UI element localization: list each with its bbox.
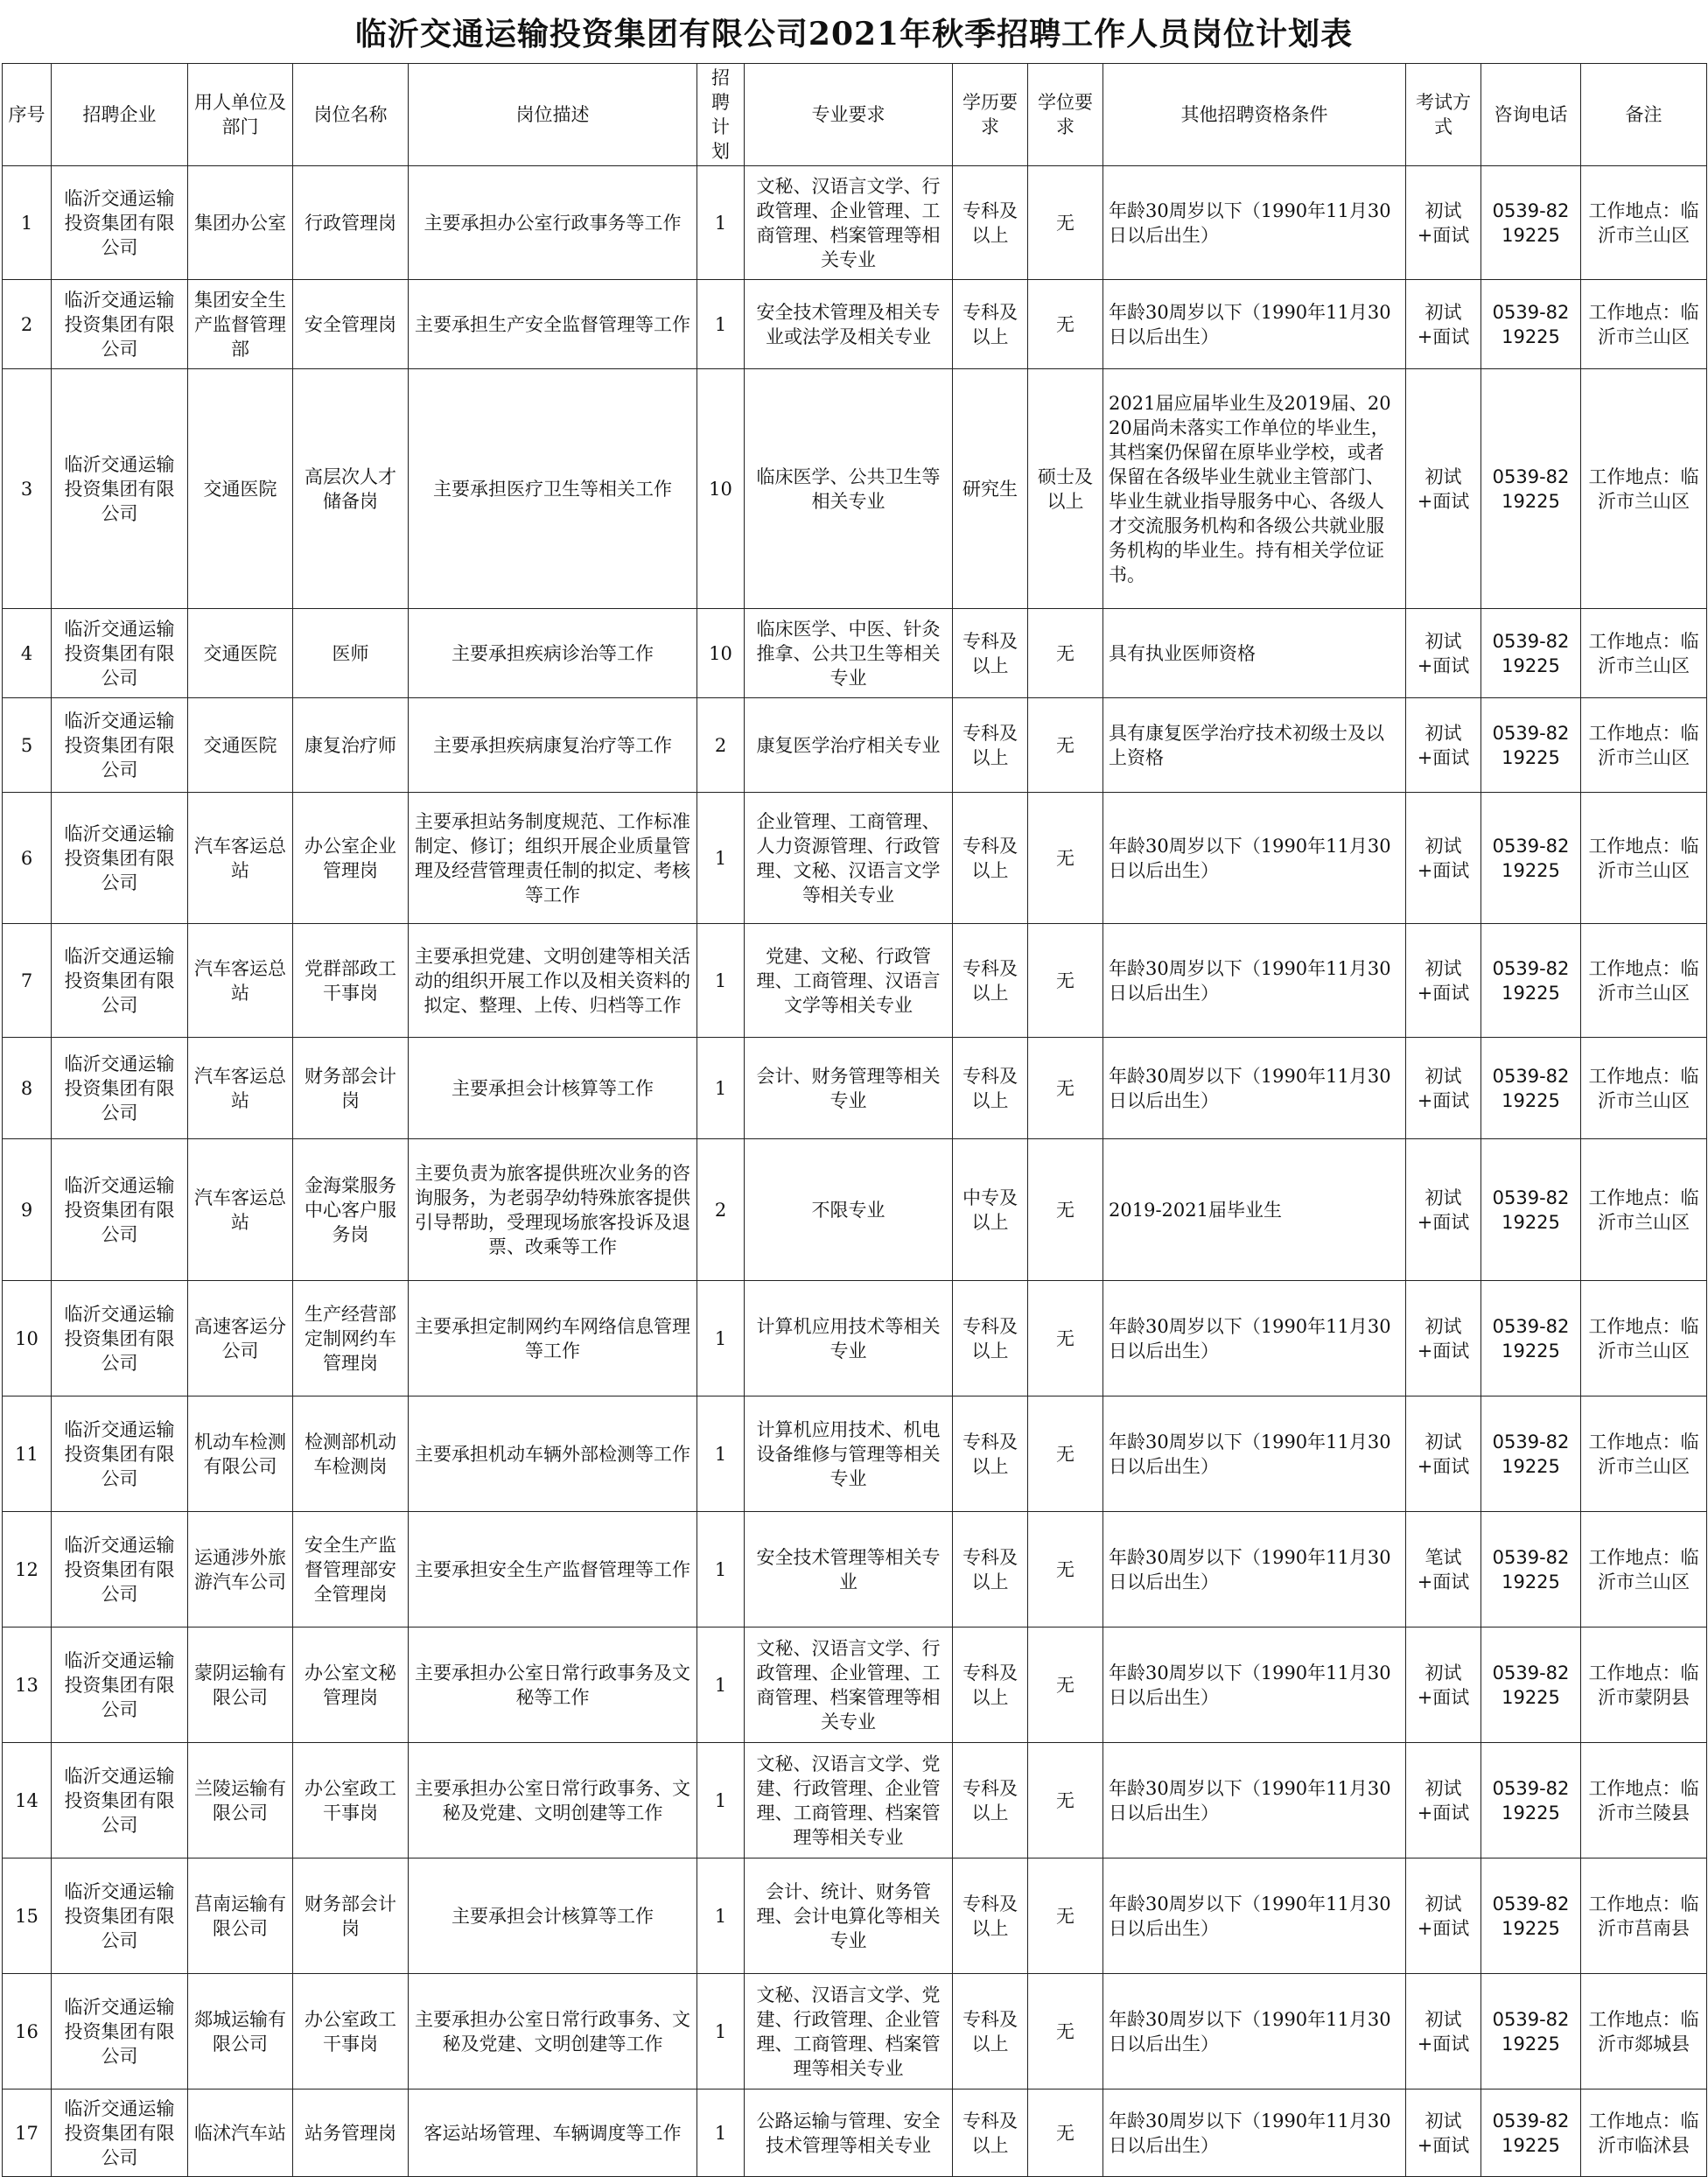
header-exam: 考试方式 xyxy=(1406,64,1481,166)
plan-cell: 1 xyxy=(697,1512,745,1628)
unit-cell: 机动车检测有限公司 xyxy=(188,1396,293,1512)
note-cell: 工作地点：临沂市兰山区 xyxy=(1581,698,1707,793)
recruitment-table xyxy=(2,63,1707,2177)
row-number: 1 xyxy=(3,166,52,280)
table-row xyxy=(3,793,1707,924)
unit-cell: 郯城运输有限公司 xyxy=(188,1974,293,2090)
company-cell: 临沂交通运输投资集团有限公司 xyxy=(52,1396,188,1512)
note-cell: 工作地点：临沂市兰山区 xyxy=(1581,924,1707,1038)
company-cell: 临沂交通运输投资集团有限公司 xyxy=(52,2090,188,2177)
company-cell: 临沂交通运输投资集团有限公司 xyxy=(52,369,188,609)
plan-cell: 1 xyxy=(697,2090,745,2177)
note-cell: 工作地点：临沂市兰山区 xyxy=(1581,369,1707,609)
major-cell: 安全技术管理等相关专业 xyxy=(745,1512,953,1628)
company-cell: 临沂交通运输投资集团有限公司 xyxy=(52,1281,188,1396)
degree-cell: 无 xyxy=(1028,1858,1103,1974)
unit-cell: 交通医院 xyxy=(188,369,293,609)
row-number: 7 xyxy=(3,924,52,1038)
description-cell: 主要承担党建、文明创建等相关活动的组织开展工作以及相关资料的拟定、整理、上传、归档等工作 xyxy=(409,924,697,1038)
exam-cell: 初试+面试 xyxy=(1406,280,1481,369)
education-cell: 专科及以上 xyxy=(953,1858,1028,1974)
row-number: 16 xyxy=(3,1974,52,2090)
education-cell: 专科及以上 xyxy=(953,1038,1028,1139)
phone-cell: 0539-8219225 xyxy=(1481,1628,1581,1743)
degree-cell: 无 xyxy=(1028,1281,1103,1396)
exam-cell: 初试+面试 xyxy=(1406,924,1481,1038)
major-cell: 临床医学、中医、针灸推拿、公共卫生等相关专业 xyxy=(745,609,953,698)
unit-cell: 汽车客运总站 xyxy=(188,793,293,924)
plan-cell: 1 xyxy=(697,166,745,280)
table-row xyxy=(3,1974,1707,2090)
table-row xyxy=(3,609,1707,698)
plan-cell: 10 xyxy=(697,369,745,609)
table-row xyxy=(3,2090,1707,2177)
plan-cell: 2 xyxy=(697,1139,745,1281)
position-cell: 办公室企业管理岗 xyxy=(293,793,409,924)
description-cell: 主要承担疾病康复治疗等工作 xyxy=(409,698,697,793)
plan-cell: 10 xyxy=(697,609,745,698)
other-conditions-cell: 具有执业医师资格 xyxy=(1103,609,1406,698)
note-cell: 工作地点：临沂市兰山区 xyxy=(1581,1512,1707,1628)
education-cell: 专科及以上 xyxy=(953,166,1028,280)
table-row xyxy=(3,280,1707,369)
unit-cell: 蒙阴运输有限公司 xyxy=(188,1628,293,1743)
education-cell: 专科及以上 xyxy=(953,1974,1028,2090)
table-row xyxy=(3,1743,1707,1858)
description-cell: 主要承担机动车辆外部检测等工作 xyxy=(409,1396,697,1512)
unit-cell: 临沭汽车站 xyxy=(188,2090,293,2177)
company-cell: 临沂交通运输投资集团有限公司 xyxy=(52,1628,188,1743)
phone-cell: 0539-8219225 xyxy=(1481,609,1581,698)
position-cell: 办公室政工干事岗 xyxy=(293,1974,409,2090)
major-cell: 会计、财务管理等相关专业 xyxy=(745,1038,953,1139)
unit-cell: 汽车客运总站 xyxy=(188,924,293,1038)
row-number: 4 xyxy=(3,609,52,698)
position-cell: 办公室文秘管理岗 xyxy=(293,1628,409,1743)
header-major: 专业要求 xyxy=(745,64,953,166)
other-conditions-cell: 年龄30周岁以下（1990年11月30日以后出生） xyxy=(1103,166,1406,280)
education-cell: 专科及以上 xyxy=(953,698,1028,793)
description-cell: 主要承担会计核算等工作 xyxy=(409,1858,697,1974)
unit-cell: 运通涉外旅游汽车公司 xyxy=(188,1512,293,1628)
other-conditions-cell: 年龄30周岁以下（1990年11月30日以后出生） xyxy=(1103,793,1406,924)
phone-cell: 0539-8219225 xyxy=(1481,1743,1581,1858)
plan-cell: 1 xyxy=(697,1281,745,1396)
row-number: 10 xyxy=(3,1281,52,1396)
exam-cell: 初试+面试 xyxy=(1406,1139,1481,1281)
note-cell: 工作地点：临沂市兰山区 xyxy=(1581,793,1707,924)
description-cell: 主要承担办公室日常行政事务及文秘等工作 xyxy=(409,1628,697,1743)
major-cell: 文秘、汉语言文学、党建、行政管理、企业管理、工商管理、档案管理等相关专业 xyxy=(745,1743,953,1858)
phone-cell: 0539-8219225 xyxy=(1481,166,1581,280)
major-cell: 会计、统计、财务管理、会计电算化等相关专业 xyxy=(745,1858,953,1974)
position-cell: 金海棠服务中心客户服务岗 xyxy=(293,1139,409,1281)
other-conditions-cell: 年龄30周岁以下（1990年11月30日以后出生） xyxy=(1103,1512,1406,1628)
exam-cell: 笔试+面试 xyxy=(1406,1512,1481,1628)
degree-cell: 无 xyxy=(1028,166,1103,280)
company-cell: 临沂交通运输投资集团有限公司 xyxy=(52,1512,188,1628)
degree-cell: 无 xyxy=(1028,280,1103,369)
header-unit: 用人单位及部门 xyxy=(188,64,293,166)
header-no: 序号 xyxy=(3,64,52,166)
description-cell: 主要承担会计核算等工作 xyxy=(409,1038,697,1139)
header-degree: 学位要求 xyxy=(1028,64,1103,166)
plan-cell: 1 xyxy=(697,793,745,924)
company-cell: 临沂交通运输投资集团有限公司 xyxy=(52,1139,188,1281)
phone-cell: 0539-8219225 xyxy=(1481,1396,1581,1512)
major-cell: 安全技术管理及相关专业或法学及相关专业 xyxy=(745,280,953,369)
header-phone: 咨询电话 xyxy=(1481,64,1581,166)
note-cell: 工作地点：临沂市兰山区 xyxy=(1581,1038,1707,1139)
table-row xyxy=(3,698,1707,793)
company-cell: 临沂交通运输投资集团有限公司 xyxy=(52,1743,188,1858)
table-row xyxy=(3,166,1707,280)
major-cell: 企业管理、工商管理、人力资源管理、行政管理、文秘、汉语言文学等相关专业 xyxy=(745,793,953,924)
education-cell: 专科及以上 xyxy=(953,1628,1028,1743)
row-number: 15 xyxy=(3,1858,52,1974)
education-cell: 专科及以上 xyxy=(953,280,1028,369)
exam-cell: 初试+面试 xyxy=(1406,1396,1481,1512)
major-cell: 康复医学治疗相关专业 xyxy=(745,698,953,793)
exam-cell: 初试+面试 xyxy=(1406,1281,1481,1396)
plan-cell: 1 xyxy=(697,1396,745,1512)
position-cell: 办公室政工干事岗 xyxy=(293,1743,409,1858)
other-conditions-cell: 年龄30周岁以下（1990年11月30日以后出生） xyxy=(1103,280,1406,369)
description-cell: 主要承担办公室日常行政事务、文秘及党建、文明创建等工作 xyxy=(409,1743,697,1858)
description-cell: 客运站场管理、车辆调度等工作 xyxy=(409,2090,697,2177)
table-row xyxy=(3,1628,1707,1743)
table-row xyxy=(3,1281,1707,1396)
major-cell: 党建、文秘、行政管理、工商管理、汉语言文学等相关专业 xyxy=(745,924,953,1038)
unit-cell: 莒南运输有限公司 xyxy=(188,1858,293,1974)
degree-cell: 无 xyxy=(1028,1038,1103,1139)
degree-cell: 无 xyxy=(1028,1512,1103,1628)
exam-cell: 初试+面试 xyxy=(1406,1628,1481,1743)
phone-cell: 0539-8219225 xyxy=(1481,1038,1581,1139)
table-row xyxy=(3,1512,1707,1628)
other-conditions-cell: 2021届应届毕业生及2019届、2020届尚未落实工作单位的毕业生，其档案仍保留在原毕业学校，或者保留在各级毕业生就业主管部门、毕业生就业指导服务中心、各级人才交流服务机构和各级公共就业服务机构的毕业生。持有相关学位证书。 xyxy=(1103,369,1406,609)
table-row xyxy=(3,369,1707,609)
plan-cell: 1 xyxy=(697,1858,745,1974)
exam-cell: 初试+面试 xyxy=(1406,1858,1481,1974)
note-cell: 工作地点：临沂市兰山区 xyxy=(1581,1281,1707,1396)
description-cell: 主要承担定制网约车网络信息管理等工作 xyxy=(409,1281,697,1396)
note-cell: 工作地点：临沂市蒙阴县 xyxy=(1581,1628,1707,1743)
exam-cell: 初试+面试 xyxy=(1406,609,1481,698)
other-conditions-cell: 年龄30周岁以下（1990年11月30日以后出生） xyxy=(1103,924,1406,1038)
exam-cell: 初试+面试 xyxy=(1406,1743,1481,1858)
position-cell: 党群部政工干事岗 xyxy=(293,924,409,1038)
unit-cell: 汽车客运总站 xyxy=(188,1139,293,1281)
header-row xyxy=(3,64,1707,166)
row-number: 5 xyxy=(3,698,52,793)
row-number: 11 xyxy=(3,1396,52,1512)
position-cell: 检测部机动车检测岗 xyxy=(293,1396,409,1512)
description-cell: 主要承担办公室行政事务等工作 xyxy=(409,166,697,280)
exam-cell: 初试+面试 xyxy=(1406,1038,1481,1139)
table-row xyxy=(3,1396,1707,1512)
description-cell: 主要承担疾病诊治等工作 xyxy=(409,609,697,698)
note-cell: 工作地点：临沂市兰山区 xyxy=(1581,1139,1707,1281)
row-number: 2 xyxy=(3,280,52,369)
degree-cell: 无 xyxy=(1028,1396,1103,1512)
degree-cell: 硕士及以上 xyxy=(1028,369,1103,609)
degree-cell: 无 xyxy=(1028,1974,1103,2090)
row-number: 8 xyxy=(3,1038,52,1139)
major-cell: 计算机应用技术、机电设备维修与管理等相关专业 xyxy=(745,1396,953,1512)
row-number: 12 xyxy=(3,1512,52,1628)
degree-cell: 无 xyxy=(1028,793,1103,924)
position-cell: 医师 xyxy=(293,609,409,698)
degree-cell: 无 xyxy=(1028,924,1103,1038)
header-other: 其他招聘资格条件 xyxy=(1103,64,1406,166)
table-row xyxy=(3,1858,1707,1974)
unit-cell: 交通医院 xyxy=(188,609,293,698)
phone-cell: 0539-8219225 xyxy=(1481,1512,1581,1628)
row-number: 9 xyxy=(3,1139,52,1281)
education-cell: 专科及以上 xyxy=(953,1396,1028,1512)
other-conditions-cell: 具有康复医学治疗技术初级士及以上资格 xyxy=(1103,698,1406,793)
description-cell: 主要承担生产安全监督管理等工作 xyxy=(409,280,697,369)
other-conditions-cell: 年龄30周岁以下（1990年11月30日以后出生） xyxy=(1103,1858,1406,1974)
degree-cell: 无 xyxy=(1028,2090,1103,2177)
header-desc: 岗位描述 xyxy=(409,64,697,166)
unit-cell: 高速客运分公司 xyxy=(188,1281,293,1396)
company-cell: 临沂交通运输投资集团有限公司 xyxy=(52,698,188,793)
description-cell: 主要负责为旅客提供班次业务的咨询服务，为老弱孕幼特殊旅客提供引导帮助，受理现场旅客投诉及退票、改乘等工作 xyxy=(409,1139,697,1281)
phone-cell: 0539-8219225 xyxy=(1481,1974,1581,2090)
row-number: 3 xyxy=(3,369,52,609)
plan-cell: 1 xyxy=(697,924,745,1038)
exam-cell: 初试+面试 xyxy=(1406,698,1481,793)
education-cell: 专科及以上 xyxy=(953,1281,1028,1396)
header-position: 岗位名称 xyxy=(293,64,409,166)
position-cell: 高层次人才储备岗 xyxy=(293,369,409,609)
exam-cell: 初试+面试 xyxy=(1406,1974,1481,2090)
exam-cell: 初试+面试 xyxy=(1406,369,1481,609)
row-number: 6 xyxy=(3,793,52,924)
note-cell: 工作地点：临沂市兰山区 xyxy=(1581,166,1707,280)
company-cell: 临沂交通运输投资集团有限公司 xyxy=(52,1038,188,1139)
other-conditions-cell: 年龄30周岁以下（1990年11月30日以后出生） xyxy=(1103,1038,1406,1139)
table-row xyxy=(3,924,1707,1038)
company-cell: 临沂交通运输投资集团有限公司 xyxy=(52,166,188,280)
major-cell: 文秘、汉语言文学、行政管理、企业管理、工商管理、档案管理等相关专业 xyxy=(745,166,953,280)
note-cell: 工作地点：临沂市兰陵县 xyxy=(1581,1743,1707,1858)
major-cell: 计算机应用技术等相关专业 xyxy=(745,1281,953,1396)
company-cell: 临沂交通运输投资集团有限公司 xyxy=(52,280,188,369)
position-cell: 站务管理岗 xyxy=(293,2090,409,2177)
position-cell: 行政管理岗 xyxy=(293,166,409,280)
description-cell: 主要承担安全生产监督管理等工作 xyxy=(409,1512,697,1628)
note-cell: 工作地点：临沂市郯城县 xyxy=(1581,1974,1707,2090)
other-conditions-cell: 年龄30周岁以下（1990年11月30日以后出生） xyxy=(1103,2090,1406,2177)
degree-cell: 无 xyxy=(1028,1743,1103,1858)
row-number: 14 xyxy=(3,1743,52,1858)
plan-cell: 2 xyxy=(697,698,745,793)
position-cell: 生产经营部定制网约车管理岗 xyxy=(293,1281,409,1396)
degree-cell: 无 xyxy=(1028,698,1103,793)
description-cell: 主要承担办公室日常行政事务、文秘及党建、文明创建等工作 xyxy=(409,1974,697,2090)
plan-cell: 1 xyxy=(697,280,745,369)
degree-cell: 无 xyxy=(1028,1139,1103,1281)
exam-cell: 初试+面试 xyxy=(1406,793,1481,924)
education-cell: 专科及以上 xyxy=(953,2090,1028,2177)
unit-cell: 汽车客运总站 xyxy=(188,1038,293,1139)
degree-cell: 无 xyxy=(1028,609,1103,698)
note-cell: 工作地点：临沂市兰山区 xyxy=(1581,609,1707,698)
position-cell: 财务部会计岗 xyxy=(293,1858,409,1974)
education-cell: 专科及以上 xyxy=(953,924,1028,1038)
exam-cell: 初试+面试 xyxy=(1406,2090,1481,2177)
header-note: 备注 xyxy=(1581,64,1707,166)
major-cell: 文秘、汉语言文学、行政管理、企业管理、工商管理、档案管理等相关专业 xyxy=(745,1628,953,1743)
phone-cell: 0539-8219225 xyxy=(1481,924,1581,1038)
header-plan: 招聘计划 xyxy=(697,64,745,166)
table-row xyxy=(3,1139,1707,1281)
major-cell: 临床医学、公共卫生等相关专业 xyxy=(745,369,953,609)
note-cell: 工作地点：临沂市兰山区 xyxy=(1581,1396,1707,1512)
description-cell: 主要承担医疗卫生等相关工作 xyxy=(409,369,697,609)
position-cell: 财务部会计岗 xyxy=(293,1038,409,1139)
other-conditions-cell: 年龄30周岁以下（1990年11月30日以后出生） xyxy=(1103,1628,1406,1743)
education-cell: 专科及以上 xyxy=(953,609,1028,698)
unit-cell: 集团安全生产监督管理部 xyxy=(188,280,293,369)
education-cell: 专科及以上 xyxy=(953,1512,1028,1628)
description-cell: 主要承担站务制度规范、工作标准制定、修订；组织开展企业质量管理及经营管理责任制的拟定、考核等工作 xyxy=(409,793,697,924)
other-conditions-cell: 年龄30周岁以下（1990年11月30日以后出生） xyxy=(1103,1974,1406,2090)
phone-cell: 0539-8219225 xyxy=(1481,280,1581,369)
note-cell: 工作地点：临沂市莒南县 xyxy=(1581,1858,1707,1974)
major-cell: 不限专业 xyxy=(745,1139,953,1281)
major-cell: 文秘、汉语言文学、党建、行政管理、企业管理、工商管理、档案管理等相关专业 xyxy=(745,1974,953,2090)
education-cell: 研究生 xyxy=(953,369,1028,609)
header-edu: 学历要求 xyxy=(953,64,1028,166)
company-cell: 临沂交通运输投资集团有限公司 xyxy=(52,793,188,924)
major-cell: 公路运输与管理、安全技术管理等相关专业 xyxy=(745,2090,953,2177)
position-cell: 康复治疗师 xyxy=(293,698,409,793)
phone-cell: 0539-8219225 xyxy=(1481,369,1581,609)
unit-cell: 交通医院 xyxy=(188,698,293,793)
unit-cell: 兰陵运输有限公司 xyxy=(188,1743,293,1858)
company-cell: 临沂交通运输投资集团有限公司 xyxy=(52,924,188,1038)
other-conditions-cell: 年龄30周岁以下（1990年11月30日以后出生） xyxy=(1103,1281,1406,1396)
company-cell: 临沂交通运输投资集团有限公司 xyxy=(52,1858,188,1974)
phone-cell: 0539-8219225 xyxy=(1481,698,1581,793)
phone-cell: 0539-8219225 xyxy=(1481,1858,1581,1974)
education-cell: 中专及以上 xyxy=(953,1139,1028,1281)
other-conditions-cell: 年龄30周岁以下（1990年11月30日以后出生） xyxy=(1103,1743,1406,1858)
education-cell: 专科及以上 xyxy=(953,1743,1028,1858)
phone-cell: 0539-8219225 xyxy=(1481,1139,1581,1281)
other-conditions-cell: 年龄30周岁以下（1990年11月30日以后出生） xyxy=(1103,1396,1406,1512)
row-number: 17 xyxy=(3,2090,52,2177)
exam-cell: 初试+面试 xyxy=(1406,166,1481,280)
plan-cell: 1 xyxy=(697,1743,745,1858)
phone-cell: 0539-8219225 xyxy=(1481,793,1581,924)
company-cell: 临沂交通运输投资集团有限公司 xyxy=(52,609,188,698)
plan-cell: 1 xyxy=(697,1628,745,1743)
other-conditions-cell: 2019-2021届毕业生 xyxy=(1103,1139,1406,1281)
note-cell: 工作地点：临沂市临沭县 xyxy=(1581,2090,1707,2177)
position-cell: 安全生产监督管理部安全管理岗 xyxy=(293,1512,409,1628)
education-cell: 专科及以上 xyxy=(953,793,1028,924)
company-cell: 临沂交通运输投资集团有限公司 xyxy=(52,1974,188,2090)
plan-cell: 1 xyxy=(697,1974,745,2090)
phone-cell: 0539-8219225 xyxy=(1481,1281,1581,1396)
page-title: 临沂交通运输投资集团有限公司2021年秋季招聘工作人员岗位计划表 xyxy=(354,15,1354,52)
note-cell: 工作地点：临沂市兰山区 xyxy=(1581,280,1707,369)
header-company: 招聘企业 xyxy=(52,64,188,166)
row-number: 13 xyxy=(3,1628,52,1743)
position-cell: 安全管理岗 xyxy=(293,280,409,369)
plan-cell: 1 xyxy=(697,1038,745,1139)
table-row xyxy=(3,1038,1707,1139)
degree-cell: 无 xyxy=(1028,1628,1103,1743)
unit-cell: 集团办公室 xyxy=(188,166,293,280)
phone-cell: 0539-8219225 xyxy=(1481,2090,1581,2177)
